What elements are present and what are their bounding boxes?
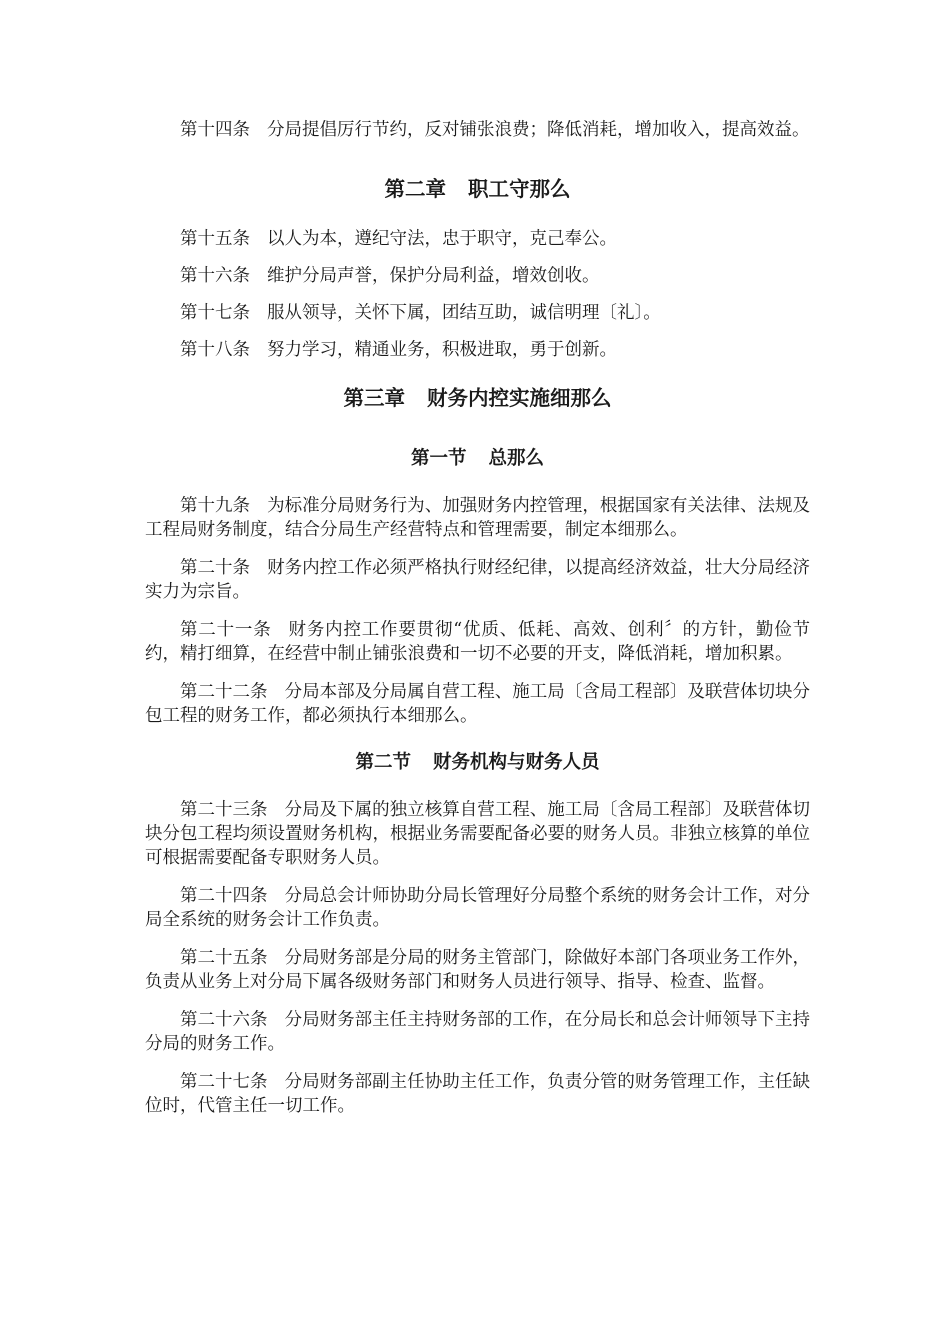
article-text: 分局财务部副主任协助主任工作，负责分管的财务管理工作，主任缺位时，代管主任一切工作。: [145, 1072, 811, 1116]
section-heading: [145, 750, 810, 776]
article-number: 第十六条: [180, 266, 250, 286]
chapter-title: 财务内控实施细那么: [427, 386, 612, 410]
article-19: [145, 494, 810, 542]
article-18: [145, 338, 810, 362]
article-text: 维护分局声誉，保护分局利益，增效创收。: [267, 266, 600, 286]
article-16: [145, 264, 810, 288]
article-number: 第二十六条: [180, 1010, 268, 1030]
article-15: [145, 227, 810, 251]
article-number: 第十九条: [180, 496, 251, 516]
article-number: 第二十二条: [180, 682, 268, 702]
article-text: 分局财务部主任主持财务部的工作，在分局长和总会计师领导下主持分局的财务工作。: [145, 1010, 811, 1054]
chapter-heading: [145, 384, 810, 412]
article-text: 分局提倡厉行节约，反对铺张浪费；降低消耗，增加收入，提高效益。: [267, 120, 810, 140]
article-17: [145, 301, 810, 325]
article-number: 第十五条: [180, 229, 250, 249]
section-heading: [145, 446, 810, 472]
article-number: 第十七条: [180, 303, 250, 323]
article-24: [145, 884, 810, 932]
article-text: 分局本部及分局属自营工程、施工局〔含局工程部〕及联营体切块分包工程的财务工作，都必须执行本细那么。: [145, 682, 811, 726]
article-text: 分局总会计师协助分局长管理好分局整个系统的财务会计工作，对分局全系统的财务会计工作负责。: [145, 886, 811, 930]
article-number: 第二十条: [180, 558, 251, 578]
chapter-number: 第二章: [384, 177, 446, 201]
article-text: 财务内控工作要贯彻“优质、低耗、高效、创利〞的方针，勤俭节约，精打细算，在经营中制止铺张浪费和一切不必要的开支，降低消耗，增加积累。: [145, 620, 811, 664]
chapter-title: 职工守那么: [468, 177, 571, 201]
document-page: [145, 118, 810, 1132]
article-20: [145, 556, 810, 604]
article-23: [145, 798, 810, 870]
article-22: [145, 680, 810, 728]
article-text: 财务内控工作必须严格执行财经纪律，以提高经济效益，壮大分局经济实力为宗旨。: [145, 558, 811, 602]
article-number: 第二十四条: [180, 886, 268, 906]
section-number: 第一节: [410, 448, 467, 469]
article-number: 第十八条: [180, 340, 250, 360]
article-number: 第二十五条: [180, 948, 268, 968]
article-27: [145, 1070, 810, 1118]
article-25: [145, 946, 810, 994]
article-number: 第十四条: [180, 120, 250, 140]
article-number: 第二十一条: [180, 620, 272, 640]
article-number: 第二十三条: [180, 800, 268, 820]
article-21: [145, 618, 810, 666]
article-text: 分局及下属的独立核算自营工程、施工局〔含局工程部〕及联营体切块分包工程均须设置财务机构，根据业务需要配备必要的财务人员。非独立核算的单位可根据需要配备专职财务人员。: [145, 800, 811, 868]
chapter-heading: [145, 175, 810, 203]
article-26: [145, 1008, 810, 1056]
chapter-number: 第三章: [343, 386, 405, 410]
section-title: 总那么: [488, 448, 545, 469]
article-text: 以人为本，遵纪守法，忠于职守，克己奉公。: [267, 229, 617, 249]
article-number: 第二十七条: [180, 1072, 268, 1092]
article-14: [145, 118, 810, 142]
article-text: 为标准分局财务行为、加强财务内控管理，根据国家有关法律、法规及工程局财务制度，结合分局生产经营特点和管理需要，制定本细那么。: [145, 496, 811, 540]
section-title: 财务机构与财务人员: [433, 752, 600, 773]
section-number: 第二节: [355, 752, 411, 773]
article-text: 分局财务部是分局的财务主管部门，除做好本部门各项业务工作外，负责从业务上对分局下属各级财务部门和财务人员进行领导、指导、检查、监督。: [145, 948, 811, 992]
article-text: 努力学习，精通业务，积极进取，勇于创新。: [267, 340, 617, 360]
article-text: 服从领导，关怀下属，团结互助，诚信明理〔礼〕。: [267, 303, 661, 323]
